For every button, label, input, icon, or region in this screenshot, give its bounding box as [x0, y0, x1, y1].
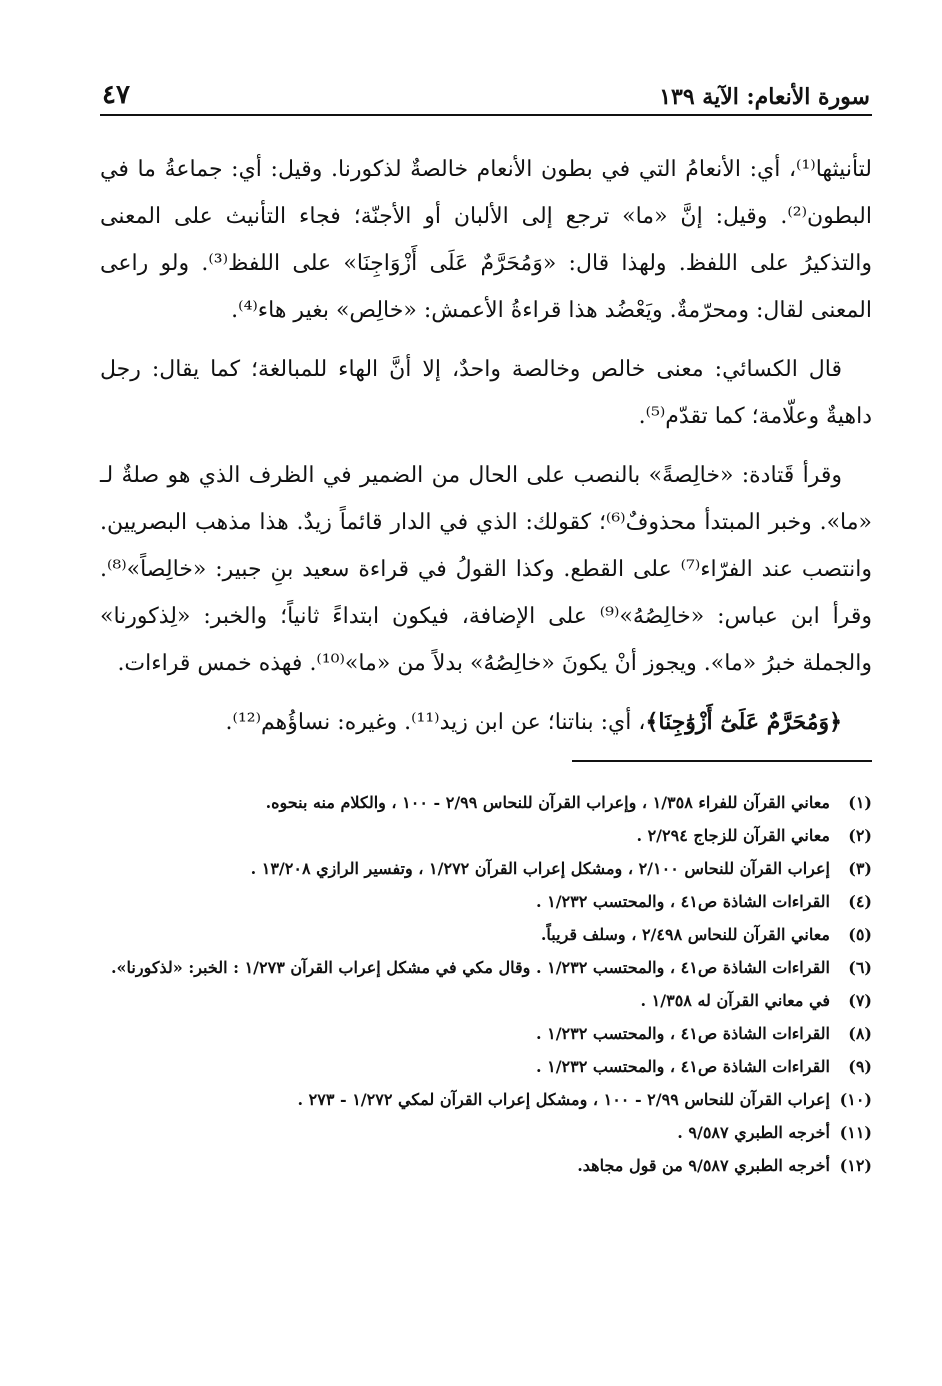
footnote	[100, 852, 872, 885]
main-text	[100, 146, 872, 746]
footnote	[100, 984, 872, 1017]
footnote	[100, 918, 872, 951]
footnote-text: في معاني القرآن له ١/٣٥٨ .	[640, 991, 830, 1010]
quran-verse: ﴿وَمُحَرَّمٌ عَلَىٰٓ أَزْوَٰجِنَا﴾	[645, 709, 842, 735]
footnote-separator	[572, 760, 872, 762]
footnote-text: القراءات الشاذة ص٤١ ، والمحتسب ١/٢٣٢ .	[535, 892, 830, 911]
paragraph: قال الكسائي: معنى خالص وخالصة واحدٌ، إلا أنَّ الهاء للمبالغة؛ كما يقال: رجل داهيةٌ وعلّامة؛ كما تقدّم⁽⁵⁾.	[100, 357, 872, 429]
footnote	[100, 1050, 872, 1083]
footnote	[100, 951, 872, 984]
book-page	[100, 70, 872, 1182]
footnote	[100, 1149, 872, 1182]
footnote-text: معاني القرآن للفراء ١/٣٥٨ ، وإعراب القرآن للنحاس ٢/٩٩ - ١٠٠ ، والكلام منه بنحوه.	[265, 793, 830, 812]
footnote-text: القراءات الشاذة ص٤١ ، والمحتسب ١/٢٣٢ . وقال مكي في مشكل إعراب القرآن ١/٢٧٣ : الخبر: «لذكورنا».	[110, 958, 830, 977]
footnote-number: (٥)	[848, 925, 872, 944]
footnote-number: (٦)	[848, 958, 872, 977]
footnote-text: إعراب القرآن للنحاس ٢/٩٩ - ١٠٠ ، ومشكل إعراب القرآن لمكي ١/٢٧٢ - ٢٧٣ .	[297, 1090, 830, 1109]
footnote-text: أخرجه الطبري ٩/٥٨٧ .	[677, 1123, 830, 1142]
footnote-text: معاني القرآن للنحاس ٢/٤٩٨ ، وسلف قريباً.	[540, 925, 830, 944]
footnote-number: (٤)	[848, 892, 872, 911]
footnote	[100, 819, 872, 852]
paragraph: لتأنيثها⁽¹⁾، أي: الأنعامُ التي في بطون الأنعام خالصةٌ لذكورنا. وقيل: أي: جماعةُ ما في البطون⁽²⁾. وقيل: إنَّ «ما» ترجع إلى الألبان أو الأجنّة؛ فجاء التأنيث على المعنى والتذكيرُ على اللفظ. ولهذا قال: «وَمُحَرَّمٌ عَلَى أَزْوَاجِنَا» على اللفظ⁽³⁾. ولو راعى المعنى لقال: ومحرّمةٌ. ويَعْضُد هذا قراءةُ الأعمش: «خالِص» بغير هاء⁽⁴⁾.	[100, 157, 872, 323]
footnote	[100, 1116, 872, 1149]
paragraph: وقرأ قَتادة: «خالِصةً» بالنصب على الحال من الضمير في الظرف الذي هو صلةٌ لـ «ما». وخبر المبتدأ محذوفٌ⁽⁶⁾؛ كقولك: الذي في الدار قائماً زيدٌ. هذا مذهب البصريين. وانتصب عند الفرّاء⁽⁷⁾ على القطع. وكذا القولُ في قراءة سعيد بنِ جبير: «خالِصاً»⁽⁸⁾. وقرأ ابن عباس: «خالِصُهُ»⁽⁹⁾ على الإضافة، فيكون ابتداءً ثانياً؛ والخبر: «لِذكورنا» والجملة خبرُ «ما». ويجوز أنْ يكونَ «خالِصُهُ» بدلاً من «ما»⁽¹⁰⁾. فهذه خمس قراءات.	[100, 463, 873, 676]
footnote-number: (١٠)	[839, 1090, 872, 1109]
footnotes-list	[100, 786, 872, 1182]
footnote-number: (١١)	[839, 1123, 872, 1142]
footnote	[100, 1017, 872, 1050]
footnote-text: القراءات الشاذة ص٤١ ، والمحتسب ١/٢٣٢ .	[535, 1024, 830, 1043]
footnote-number: (٨)	[848, 1024, 872, 1043]
footnote-number: (١)	[848, 793, 872, 812]
footnote-text: أخرجه الطبري ٩/٥٨٧ من قول مجاهد.	[577, 1156, 830, 1175]
footnote-text: معاني القرآن للزجاج ٢/٢٩٤ .	[636, 826, 830, 845]
page-number: ٤٧	[102, 80, 130, 110]
footnote-number: (٩)	[848, 1057, 872, 1076]
footnote	[100, 786, 872, 819]
footnote-number: (٧)	[848, 991, 872, 1010]
footnote-number: (٣)	[848, 859, 872, 878]
running-head-title: سورة الأنعام: الآية ١٣٩	[659, 84, 870, 110]
quran-citation-paragraph	[100, 699, 872, 746]
running-head	[100, 70, 872, 116]
footnote-number: (١٢)	[839, 1156, 872, 1175]
footnote	[100, 885, 872, 918]
quran-commentary: ، أي: بناتنا؛ عن ابن زيد⁽¹¹⁾. وغيره: نساؤُهم⁽¹²⁾.	[225, 710, 646, 735]
footnote	[100, 1083, 872, 1116]
footnote-text: القراءات الشاذة ص٤١ ، والمحتسب ١/٢٣٢ .	[535, 1057, 830, 1076]
footnote-text: إعراب القرآن للنحاس ٢/١٠٠ ، ومشكل إعراب القرآن ١/٢٧٢ ، وتفسير الرازي ١٣/٢٠٨ .	[250, 859, 830, 878]
footnote-number: (٢)	[848, 826, 872, 845]
